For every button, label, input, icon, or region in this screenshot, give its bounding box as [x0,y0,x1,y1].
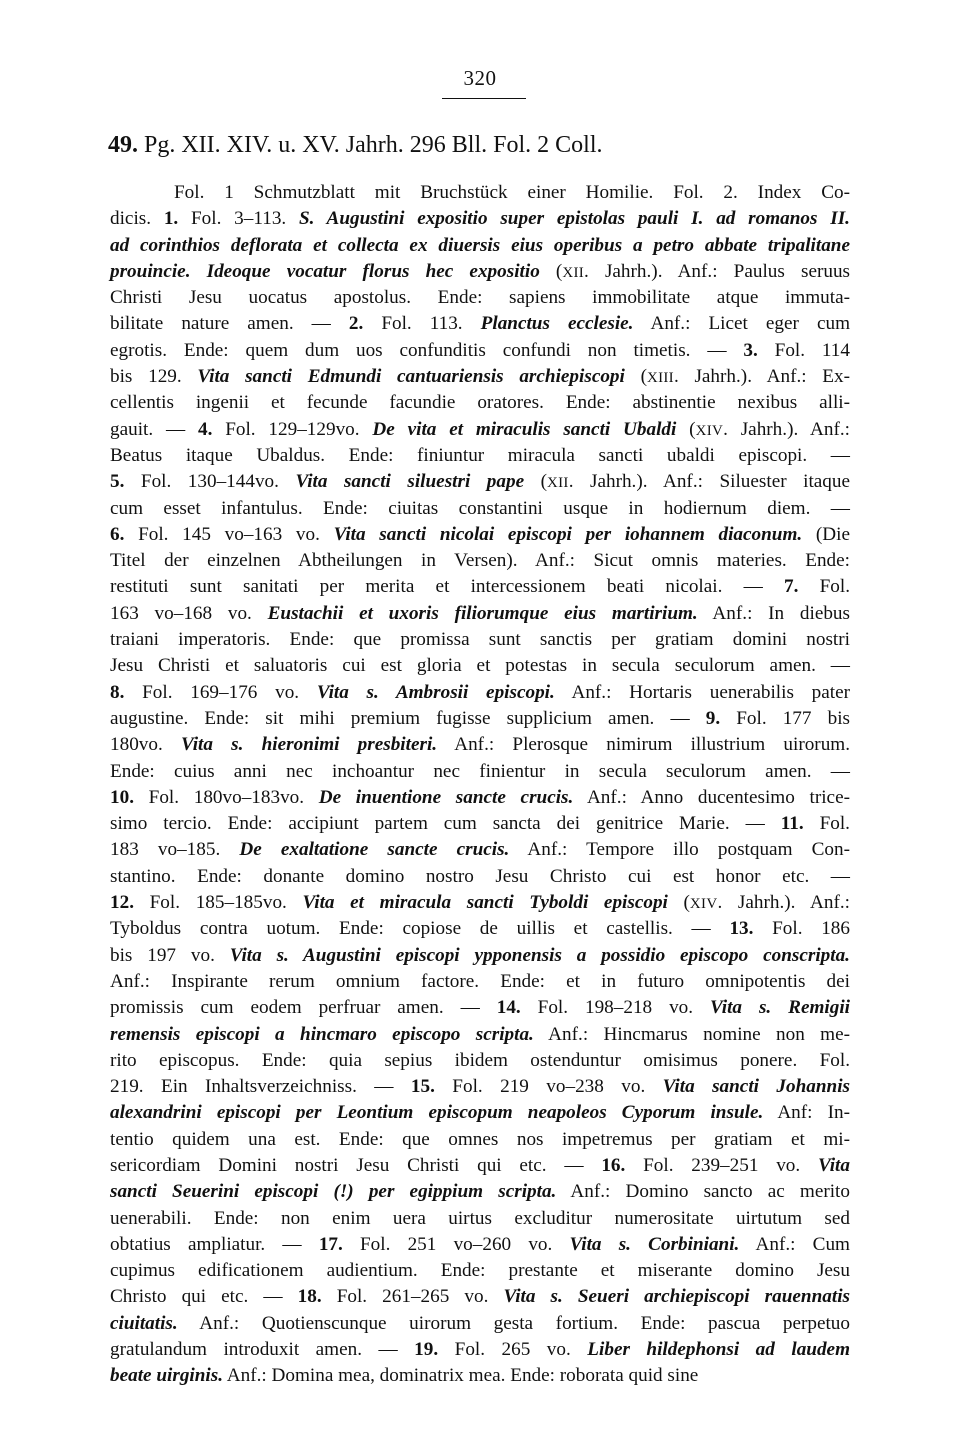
item-number: 9. [705,707,721,729]
text-span: XIII [646,370,674,387]
text-line [110,627,850,653]
title-text: Vita sancti Edmundi cantuariensis archiepiscopi [197,366,625,388]
text-span: . Jahrh.). Anf.: Ex- [673,366,851,388]
text-span: restituti sunt sanitati per merita et intercessionem beati nicolai. — [110,576,784,598]
text-span: Anf.: Domino sancto ac merito [556,1181,850,1203]
item-number: 4. [198,418,213,440]
text-span: cum esset infantulus. Ende: ciuitas constantini usque in hodiernum diem. — [110,497,850,519]
text-line [110,1284,850,1310]
text-span: Fol. 186 [753,918,850,940]
item-number: 2. [348,313,364,335]
title-text: Vita s. Augustini episcopi ypponensis a possidio episcopo conscripta. [229,944,850,966]
title-text: ad corinthios deflorata et collecta ex diuersis eius operibus a petro abbate tripalitane [110,234,850,256]
item-number: 8. [110,681,125,703]
item-number: 11. [780,813,804,835]
text-span: Anf.: Plerosque nimirum illustrium uirorum. [437,734,851,756]
text-line [110,653,850,679]
text-span: Fol. 185–185vo. [133,892,303,914]
title-text: De inuentione sancte crucis. [318,786,574,808]
text-line [110,1074,850,1100]
text-span: XII [562,264,585,281]
text-span: sericordiam Domini nostri Jesu Christi qui etc. — [110,1154,602,1176]
text-line [110,417,850,443]
text-line [110,1337,850,1363]
entry-heading-text: Pg. XII. XIV. u. XV. Jahrh. 296 Bll. Fol. 2 Coll. [144,132,603,158]
text-span: gauit. — [110,418,198,440]
text-span: promissis cum eodem perfruar amen. — [110,997,497,1019]
item-number: 7. [784,576,799,598]
text-line [110,1127,850,1153]
title-text: Vita s. hieronimi presbiteri. [180,734,438,756]
title-text: Vita s. Remigii [710,997,850,1019]
text-span: Anf.: Anno ducentesimo trice- [573,786,850,808]
text-span: Anf.: Domina mea, dominatrix mea. Ende: roborata quid sine [223,1365,699,1387]
text-span: ( [676,418,696,440]
item-number: 5. [110,471,125,493]
item-number: 10. [110,786,134,808]
text-line [110,785,850,811]
text-span: Anf.: Quotienscunque uirorum gesta fortium. Ende: pascua perpetuo [177,1312,850,1334]
text-line [110,1153,850,1179]
text-line [110,1258,850,1284]
text-span: obtatius ampliatur. — [110,1233,319,1255]
text-line [110,759,850,785]
text-span: Anf.: Licet eger cum [633,313,850,335]
text-span: . Jahrh.). Anf.: [723,418,850,440]
text-span: cupimus edificationem audientium. Ende: prestante et miserante domino Jesu [110,1260,850,1282]
text-span: Ende: cuius anni nec inchoantur nec finientur in secula seculorum amen. — [110,760,850,782]
item-number: 17. [318,1233,343,1255]
text-line [110,364,850,390]
text-span: rito episcopus. Ende: quia sepius ibidem ostenduntur omisimus ponere. Fol. [110,1049,850,1071]
item-number: 14. [496,997,521,1019]
text-span: Fol. 261–265 vo. [321,1286,504,1308]
text-line [110,1232,850,1258]
text-span: Christo qui etc. — [110,1286,298,1308]
text-line [110,995,850,1021]
title-text: Vita s. Ambrosii episcopi. [316,681,555,703]
text-span: ( [524,471,547,493]
title-text: Vita sancti Johannis [662,1076,850,1098]
page-number-rule [442,98,526,99]
text-span: ( [667,892,690,914]
text-span: uenerabili. Ende: non enim uera uirtus excluditur numerositate uirtutum sed [110,1207,850,1229]
title-text: Vita [817,1154,850,1176]
item-number: 13. [729,918,754,940]
item-number: 12. [110,892,134,914]
title-text: Vita sancti siluestri pape [295,471,525,493]
text-line [110,890,850,916]
text-span: Anf.: Tempore illo postquam Con- [509,839,850,861]
title-text: beate uirginis. [110,1365,224,1387]
text-line [110,548,850,574]
text-line [110,1048,850,1074]
text-line [110,469,850,495]
text-span: (Die [802,523,850,545]
text-line [110,969,850,995]
item-number: 18. [297,1286,322,1308]
text-span: ( [539,260,563,282]
title-text: Vita et miracula sancti Tyboldi episcopi [302,892,668,914]
text-span: ( [624,366,647,388]
text-span: 183 vo–185. [110,839,240,861]
text-line [110,1206,850,1232]
text-line [110,732,850,758]
title-text: ciuitatis. [110,1312,178,1334]
text-span: gratulandum introduxit amen. — [110,1339,415,1361]
item-number: 19. [414,1339,439,1361]
text-span: Titel der einzelnen Abtheilungen in Versen). Anf.: Sicut omnis materies. Ende: [110,550,850,572]
title-text: prouincie. Ideoque vocatur florus hec expositio [110,260,540,282]
text-span: Fol. 239–251 vo. [625,1154,818,1176]
text-span: augustine. Ende: sit mihi premium fugisse supplicium amen. — [110,707,706,729]
text-span: egrotis. Ende: quem dum uos confunditis confundi non timetis. — [110,339,744,361]
text-span: Fol. 265 vo. [438,1339,588,1361]
text-span: XIV [695,422,724,439]
text-span: Fol. 169–176 vo. [124,681,317,703]
text-line [110,311,850,337]
title-text: alexandrini episcopi per Leontium episcopum neapoleos Cyporum insule. [110,1102,764,1124]
text-span: Jesu Christi et saluatoris cui est gloria et potestas in secula seculorum amen. — [110,655,850,677]
text-span: bis 129. [110,366,198,388]
text-span: Fol. 251 vo–260 vo. [342,1233,570,1255]
text-line [110,338,850,364]
text-line [110,811,850,837]
title-text: Planctus ecclesie. [480,313,634,335]
text-span: 180vo. [110,734,181,756]
title-text: remensis episcopi a hincmaro episcopo scripta. [110,1023,534,1045]
text-line [110,1100,850,1126]
text-span: 219. Ein Inhaltsverzeichniss. — [110,1076,411,1098]
text-span: Anf.: In diebus [697,602,850,624]
title-text: De vita et miraculis sancti Ubaldi [372,418,677,440]
text-span: Anf.: Hortaris uenerabilis pater [554,681,850,703]
text-span: Fol. 145 vo–163 vo. [124,523,334,545]
text-span: Fol. 198–218 vo. [520,997,711,1019]
text-span: Fol. 114 [757,339,850,361]
text-line [110,285,850,311]
text-span: Anf.: Inspirante rerum omnium factore. Ende: et in futuro omnipotentis dei [110,970,850,992]
text-span: Beatus itaque Ubaldus. Ende: finiuntur miracula sancti ubaldi episcopi. — [110,444,850,466]
text-line [110,864,850,890]
text-line [110,522,850,548]
text-line [110,601,850,627]
text-span: XIV [689,896,718,913]
text-span: Fol. 219 vo–238 vo. [434,1076,663,1098]
text-span: stantino. Ende: donante domino nostro Jesu Christo cui est honor etc. — [110,865,850,887]
text-span: bilitate nature amen. — [110,313,349,335]
text-span: . Jahrh.). Anf.: [717,892,850,914]
text-span: traiani imperatoris. Ende: que promissa sunt sanctis per gratiam domini nostri [110,629,850,651]
item-number: 15. [410,1076,435,1098]
title-text: Vita s. Seueri archiepiscopi rauennatis [503,1286,850,1308]
text-line [110,680,850,706]
text-span: XII [547,475,569,492]
text-span: Fol. 180vo–183vo. [133,786,319,808]
text-span: Fol. [803,813,850,835]
text-line [110,574,850,600]
text-line [110,180,850,206]
text-line [110,496,850,522]
text-span: Fol. 177 bis [720,707,850,729]
text-span: Anf: In- [763,1102,850,1124]
text-span: Christi Jesu uocatus apostolus. Ende: sapiens immobilitate atque immuta- [110,287,850,309]
text-line [110,390,850,416]
text-span: Fol. 130–144vo. [124,471,296,493]
text-line [110,706,850,732]
text-line [110,943,850,969]
title-text: Liber hildephonsi ad laudem [587,1339,850,1361]
text-span: Tyboldus contra uotum. Ende: copiose de uillis et castellis. — [110,918,730,940]
text-line [110,1179,850,1205]
text-span: Anf.: Hincmarus nomine non me- [533,1023,851,1045]
item-number: 6. [110,523,125,545]
text-span: Fol. 113. [363,313,481,335]
title-text: Vita sancti nicolai episcopi per iohannem diaconum. [333,523,803,545]
text-line [110,837,850,863]
text-span: bis 197 vo. [110,944,230,966]
text-span: cellentis ingenii et fecunde facundie oratores. Ende: abstinentie nexibus alli- [110,392,850,414]
entry-description [110,180,850,1390]
text-span: Fol. [798,576,850,598]
title-text: sancti Seuerini episcopi (!) per egippium scripta. [110,1181,557,1203]
entry-heading [108,132,602,159]
text-span: Fol. 1 Schmutzblatt mit Bruchstück einer Homilie. Fol. 2. Index Co- [174,182,850,203]
text-line [110,916,850,942]
text-span: dicis. [110,208,164,230]
text-span: Anf.: Cum [739,1233,850,1255]
text-line [110,233,850,259]
text-span: tentio quidem una est. Ende: que omnes nos impetremus per gratiam et mi- [110,1128,850,1150]
text-line [110,1363,850,1389]
text-line [110,1311,850,1337]
item-number: 3. [743,339,758,361]
text-line [110,1022,850,1048]
entry-number: 49. [108,132,138,158]
title-text: De exaltatione sancte crucis. [239,839,510,861]
text-line [110,206,850,232]
text-span: . Jahrh.). Anf.: Siluester itaque [568,471,850,493]
page-number: 320 [463,66,497,90]
title-text: Vita s. Corbiniani. [569,1233,740,1255]
item-number: 16. [601,1154,626,1176]
text-span: Fol. 129–129vo. [212,418,373,440]
text-span: . Jahrh.). Anf.: Paulus seruus [584,260,851,282]
text-line [110,443,850,469]
text-span: 163 vo–168 vo. [110,602,268,624]
text-span: Fol. 3–113. [178,208,300,230]
item-number: 1. [163,208,179,230]
title-text: S. Augustini expositio super epistolas pauli I. ad romanos II. [299,208,850,230]
text-span: simo tercio. Ende: accipiunt partem cum sancta dei genitrice Marie. — [110,813,781,835]
title-text: Eustachii et uxoris filiorumque eius martirium. [267,602,698,624]
text-line [110,259,850,285]
